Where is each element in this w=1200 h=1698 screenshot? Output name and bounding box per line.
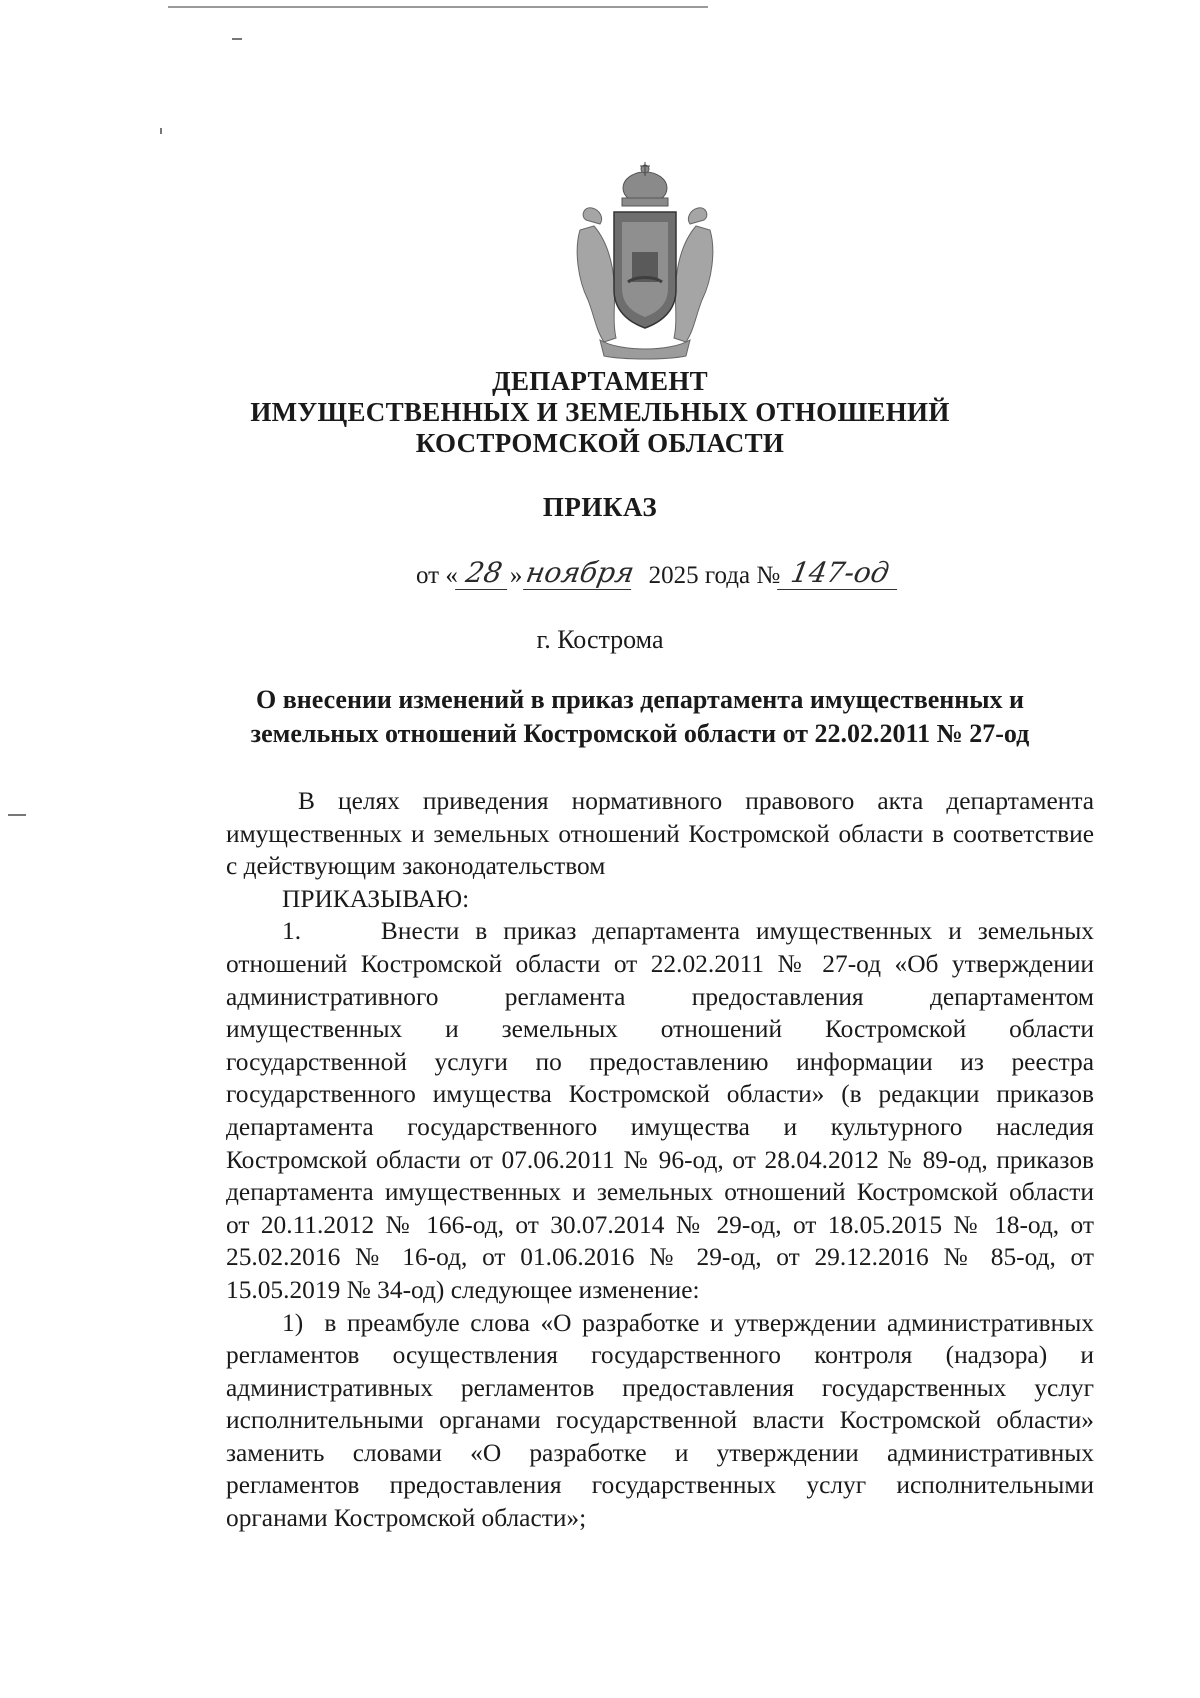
date-prefix: от « (416, 562, 458, 589)
date-year: 2025 года № (648, 562, 781, 589)
date-mid: » (509, 562, 523, 589)
header-line-3: КОСТРОМСКОЙ ОБЛАСТИ (415, 428, 785, 458)
preamble-paragraph: В целях приведения нормативного правового акта департамента имущественных и земельных отношений Костромской области в соответствие с действующим законодательством (226, 787, 1094, 881)
order-subject (200, 683, 1080, 751)
order-word: ПРИКАЗЫВАЮ: (282, 884, 470, 913)
scan-speck (232, 38, 242, 40)
header-line-1: ДЕПАРТАМЕНТ (492, 366, 708, 396)
order-body (226, 785, 1094, 1535)
left-supporter-icon (577, 208, 616, 342)
coat-of-arms-emblem (570, 160, 720, 360)
scan-speck (160, 128, 162, 134)
order-date-line (416, 556, 900, 596)
department-header (0, 366, 1200, 459)
subject-line-2: земельных отношений Костромской области от 22.02.2011 № 27-од (250, 719, 1030, 748)
handwritten-number: 147-од (777, 556, 903, 590)
order-item-1: 1. Внести в приказ департамента имущественных и земельных отношений Костромской области от 22.02.2011 № 27-од «Об утверждении административного регламента предоставления департаментом имущественных и земельных отношений Костромской области государственной услуги по предоставлению информации из реестра государственного имущества Костромской области» (в редакции приказов департамента государственного имущества и культурного наследия Костромской области от 07.06.2011 № 96-од, от 28.04.2012 № 89-од, приказов департамента имущественных и земельных отношений Костромской области от 20.11.2012 № 166-од, от 30.07.2014 № 29-од, от 18.05.2015 № 18-од, от 25.02.2016 № 16-од, от 01.06.2016 № 29-од, от 29.12.2016 № 85-од, от 15.05.2019 № 34-од) следующее изменение: (226, 917, 1094, 1304)
order-title: ПРИКАЗ (542, 492, 658, 522)
right-supporter-icon (674, 208, 713, 342)
scan-speck (8, 814, 26, 816)
emblem-base-icon (600, 340, 690, 359)
city-name: г. Кострома (536, 625, 664, 654)
handwritten-month: ноября (523, 556, 638, 589)
order-subitem-1: 1) в преамбуле слова «О разработке и утверждении административных регламентов осуществления государственного контроля (надзора) и административных регламентов предоставления государственных услуг исполнительными органами государственной власти Костромской области» заменить словами «О разработке и утверждении административных регламентов предоставления государственных услуг исполнительными органами Костромской области»; (226, 1308, 1094, 1533)
header-line-2: ИМУЩЕСТВЕННЫХ И ЗЕМЕЛЬНЫХ ОТНОШЕНИЙ (250, 397, 950, 427)
scan-edge-line (168, 6, 708, 8)
handwritten-day: 28 (455, 556, 513, 590)
shield-icon (614, 212, 676, 328)
subject-line-1: О внесении изменений в приказ департамента имущественных и (255, 685, 1025, 714)
crown-icon (622, 162, 668, 206)
